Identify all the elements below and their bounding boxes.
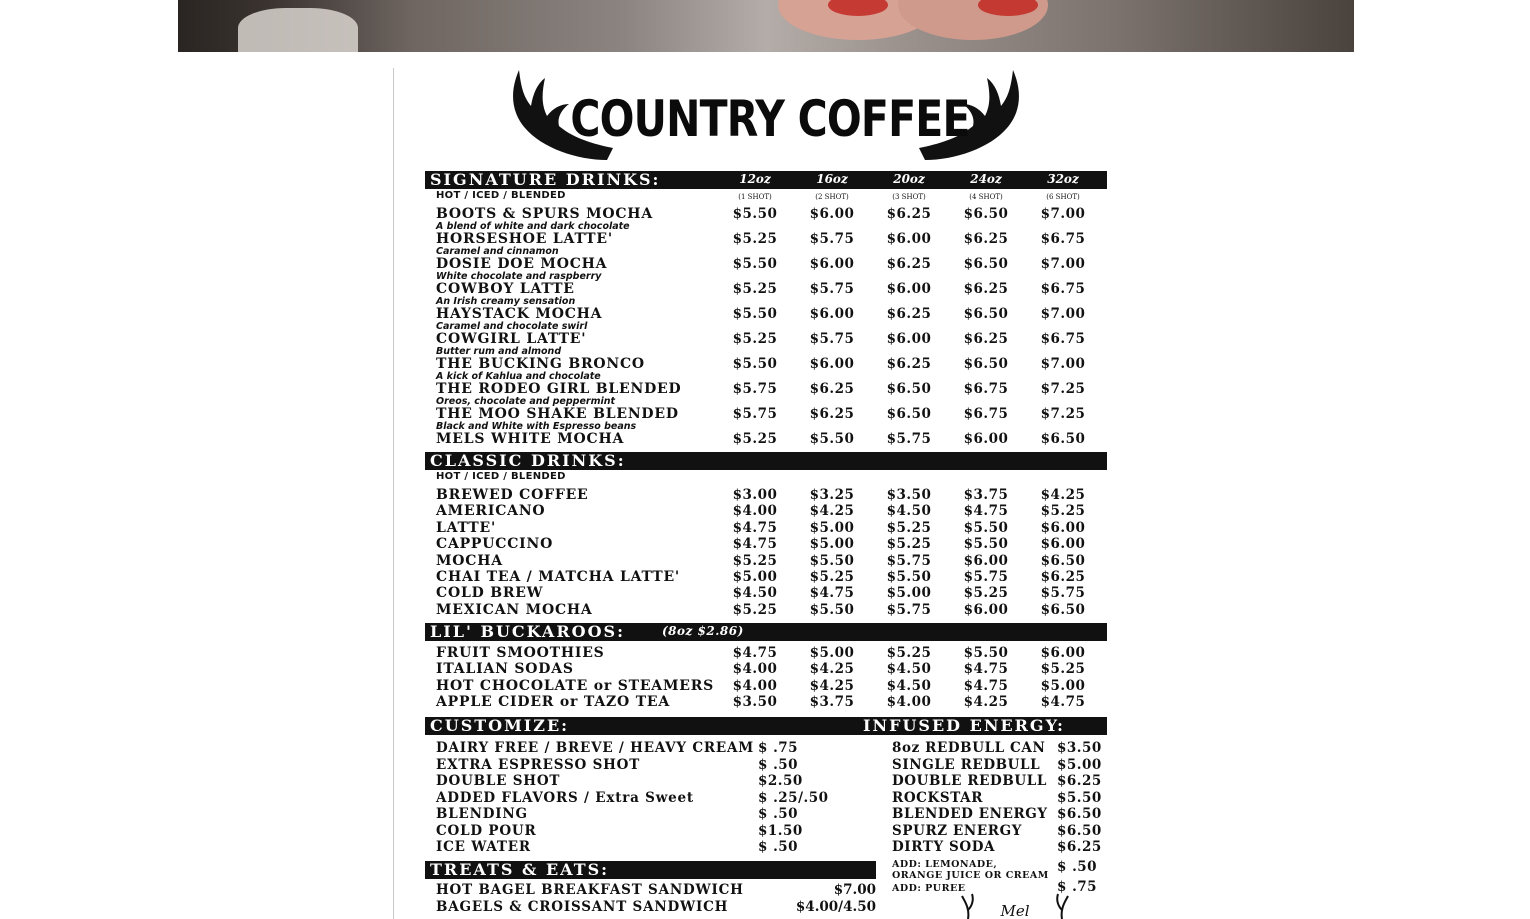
menu-item-price: $6.25 bbox=[886, 256, 932, 272]
shot-16: (2 SHOT) bbox=[815, 193, 849, 201]
treats-header bbox=[425, 861, 876, 879]
menu-item-price: $4.75 bbox=[963, 661, 1009, 678]
signature-label: SIGNATURE DRINKS: bbox=[430, 170, 661, 189]
menu-item-price: $5.25 bbox=[1040, 503, 1086, 520]
treat-item: BAGELS & CROISSANT SANDWICH bbox=[436, 899, 729, 915]
menu-item-price: $5.25 bbox=[809, 569, 855, 585]
menu-item-price: $4.25 bbox=[1040, 487, 1086, 503]
menu-item-price: $6.25 bbox=[886, 206, 932, 222]
menu-item-price: $5.25 bbox=[732, 552, 778, 569]
menu-item-price: $3.50 bbox=[886, 487, 932, 503]
menu-item-price: $4.50 bbox=[732, 585, 778, 602]
menu-item-price: $4.75 bbox=[732, 645, 778, 661]
customize-item-name: EXTRA ESPRESSO SHOT bbox=[436, 756, 641, 773]
buckaroos-header bbox=[425, 623, 1107, 641]
menu-item-price: $6.00 bbox=[809, 306, 855, 322]
menu-item-price: $5.50 bbox=[732, 256, 778, 272]
menu-item-name: THE MOO SHAKE BLENDED bbox=[436, 406, 679, 422]
treats-label: TREATS & EATS: bbox=[430, 860, 610, 879]
menu-item-price: $6.50 bbox=[963, 256, 1009, 272]
menu-item-desc: Black and White with Espresso beans bbox=[436, 421, 637, 432]
buckaroos-note: (8oz $2.86) bbox=[662, 624, 744, 638]
cups-image bbox=[238, 8, 358, 52]
size-16oz: 16oz bbox=[816, 172, 848, 186]
menu-item-name: MOCHA bbox=[436, 552, 503, 569]
size-24oz: 24oz bbox=[970, 172, 1002, 186]
customize-header bbox=[425, 717, 1107, 735]
menu-item-price: $6.00 bbox=[886, 281, 932, 297]
menu-item-price: $4.25 bbox=[963, 694, 1009, 711]
energy-item-name: DIRTY SODA bbox=[892, 839, 996, 855]
menu-item-price: $3.75 bbox=[809, 694, 855, 711]
menu-item-price: $6.50 bbox=[886, 406, 932, 422]
menu-item-price: $5.00 bbox=[809, 536, 855, 553]
menu-item-price: $5.25 bbox=[732, 331, 778, 347]
menu-item-name: FRUIT SMOOTHIES bbox=[436, 645, 605, 661]
customize-item-price: $1.50 bbox=[758, 822, 803, 839]
addon-puree-price: $ .75 bbox=[1057, 879, 1098, 895]
menu-item-name: BREWED COFFEE bbox=[436, 487, 589, 503]
menu-item-name: COWBOY LATTE bbox=[436, 281, 575, 297]
menu-item-price: $5.75 bbox=[886, 601, 932, 618]
energy-item-price: $6.25 bbox=[1057, 773, 1102, 789]
menu-item-price: $6.75 bbox=[963, 381, 1009, 397]
menu-item-price: $6.50 bbox=[963, 356, 1009, 372]
menu-item-name: DOSIE DOE MOCHA bbox=[436, 256, 608, 272]
menu-item-price: $6.00 bbox=[809, 256, 855, 272]
menu-item-price: $7.25 bbox=[1040, 406, 1086, 422]
energy-item-price: $6.25 bbox=[1057, 839, 1102, 855]
menu-item-price: $6.75 bbox=[963, 406, 1009, 422]
menu-item-price: $6.00 bbox=[886, 231, 932, 247]
menu-item-name: ITALIAN SODAS bbox=[436, 661, 574, 678]
classic-label: CLASSIC DRINKS: bbox=[430, 451, 626, 470]
menu-item-name: MELS WHITE MOCHA bbox=[436, 431, 625, 447]
menu-item-price: $4.50 bbox=[886, 503, 932, 520]
menu-item-price: $6.00 bbox=[1040, 536, 1086, 553]
customize-item-name: COLD POUR bbox=[436, 822, 537, 839]
menu-item-price: $6.00 bbox=[963, 601, 1009, 618]
customize-item-price: $ .50 bbox=[758, 806, 799, 822]
menu-item-price: $5.50 bbox=[963, 519, 1009, 536]
menu-item-name: AMERICANO bbox=[436, 503, 546, 520]
menu-item-price: $6.75 bbox=[1040, 331, 1086, 347]
shot-24: (4 SHOT) bbox=[969, 193, 1003, 201]
customize-item-price: $ .50 bbox=[758, 839, 799, 855]
customize-item-name: BLENDING bbox=[436, 806, 528, 822]
menu-item-price: $5.50 bbox=[732, 356, 778, 372]
energy-item-price: $6.50 bbox=[1057, 806, 1102, 822]
menu-item-price: $7.00 bbox=[1040, 356, 1086, 372]
menu-item-price: $5.00 bbox=[886, 585, 932, 602]
addon-puree: ADD: PUREE bbox=[892, 883, 966, 894]
signature-text: Mel bbox=[1000, 902, 1030, 919]
menu-item-price: $5.00 bbox=[1040, 677, 1086, 694]
menu-item-price: $6.75 bbox=[1040, 281, 1086, 297]
energy-item-name: BLENDED ENERGY bbox=[892, 806, 1048, 822]
menu-item-desc: A blend of white and dark chocolate bbox=[436, 221, 630, 232]
menu-item-price: $5.25 bbox=[886, 645, 932, 661]
treat-price: $4.00/4.50 bbox=[795, 899, 876, 915]
menu-item-price: $3.50 bbox=[732, 694, 778, 711]
menu-item-price: $6.25 bbox=[886, 356, 932, 372]
classic-sub: HOT / ICED / BLENDED bbox=[436, 471, 566, 482]
menu-item-price: $6.00 bbox=[1040, 645, 1086, 661]
menu-item-price: $5.25 bbox=[732, 601, 778, 618]
menu-item-price: $3.00 bbox=[732, 487, 778, 503]
customize-item-name: ADDED FLAVORS / Extra Sweet bbox=[436, 789, 694, 806]
menu-item-desc: Caramel and cinnamon bbox=[436, 246, 559, 257]
menu-item-price: $4.00 bbox=[732, 661, 778, 678]
addon-lemonade-line2: ORANGE JUICE OR CREAM bbox=[892, 870, 1049, 881]
menu-item-price: $4.75 bbox=[1040, 694, 1086, 711]
menu-item-price: $5.25 bbox=[886, 536, 932, 553]
energy-item-name: SPURZ ENERGY bbox=[892, 822, 1022, 839]
menu-item-price: $5.75 bbox=[886, 431, 932, 447]
menu-item-price: $4.25 bbox=[809, 661, 855, 678]
menu-item-name: CAPPUCCINO bbox=[436, 536, 554, 553]
menu-item-price: $5.50 bbox=[963, 536, 1009, 553]
classic-header bbox=[425, 452, 1107, 470]
menu-item-price: $6.25 bbox=[963, 231, 1009, 247]
menu-item-price: $5.00 bbox=[809, 519, 855, 536]
shot-20: (3 SHOT) bbox=[892, 193, 926, 201]
menu-item-price: $4.75 bbox=[963, 677, 1009, 694]
shot-32: (6 SHOT) bbox=[1046, 193, 1080, 201]
menu-item-price: $6.50 bbox=[1040, 431, 1086, 447]
menu-item-price: $5.25 bbox=[732, 231, 778, 247]
menu-item-price: $4.00 bbox=[732, 503, 778, 520]
menu-item-price: $5.75 bbox=[1040, 585, 1086, 602]
menu-item-price: $5.25 bbox=[1040, 661, 1086, 678]
menu-item-price: $5.75 bbox=[886, 552, 932, 569]
menu-item-price: $4.25 bbox=[809, 503, 855, 520]
energy-item-name: DOUBLE REDBULL bbox=[892, 773, 1047, 789]
menu-item-desc: Butter rum and almond bbox=[436, 346, 562, 357]
menu-item-price: $6.25 bbox=[963, 281, 1009, 297]
menu-item-price: $5.75 bbox=[963, 569, 1009, 585]
menu-item-price: $7.00 bbox=[1040, 306, 1086, 322]
menu-item-name: THE BUCKING BRONCO bbox=[436, 356, 645, 372]
menu-item-price: $6.00 bbox=[963, 431, 1009, 447]
menu-item-price: $5.75 bbox=[809, 281, 855, 297]
menu-title: COUNTRY COFFEE bbox=[570, 90, 970, 148]
menu-item-price: $5.75 bbox=[809, 231, 855, 247]
menu-item-name: THE RODEO GIRL BLENDED bbox=[436, 381, 682, 397]
menu-item-price: $6.25 bbox=[809, 406, 855, 422]
menu-item-desc: An Irish creamy sensation bbox=[436, 296, 576, 307]
menu-item-name: COWGIRL LATTE' bbox=[436, 331, 587, 347]
menu-item-price: $6.00 bbox=[809, 356, 855, 372]
menu-item-desc: Caramel and chocolate swirl bbox=[436, 321, 588, 332]
customize-label: CUSTOMIZE: bbox=[430, 716, 570, 735]
menu-item-price: $6.00 bbox=[886, 331, 932, 347]
menu-item-price: $6.50 bbox=[886, 381, 932, 397]
menu-item-price: $4.75 bbox=[732, 536, 778, 553]
menu-item-price: $4.25 bbox=[809, 677, 855, 694]
menu-item-price: $5.50 bbox=[732, 306, 778, 322]
energy-item-price: $5.50 bbox=[1057, 789, 1102, 806]
menu-item-desc: A kick of Kahlua and chocolate bbox=[436, 371, 601, 382]
hero-photo bbox=[178, 0, 1354, 52]
menu-item-price: $5.00 bbox=[809, 645, 855, 661]
menu-item-price: $6.00 bbox=[963, 552, 1009, 569]
menu-item-price: $5.25 bbox=[963, 585, 1009, 602]
menu-item-price: $5.50 bbox=[732, 206, 778, 222]
energy-item-name: 8oz REDBULL CAN bbox=[892, 740, 1046, 756]
addon-lemonade-line1: ADD: LEMONADE, bbox=[892, 859, 998, 870]
menu-item-price: $5.50 bbox=[809, 601, 855, 618]
menu-item-price: $5.50 bbox=[886, 569, 932, 585]
treat-price: $7.00 bbox=[833, 882, 876, 898]
menu-item-name: HOT CHOCOLATE or STEAMERS bbox=[436, 677, 715, 694]
menu-item-price: $3.75 bbox=[963, 487, 1009, 503]
menu-frame-border bbox=[393, 68, 394, 919]
menu-item-name: HAYSTACK MOCHA bbox=[436, 306, 603, 322]
customize-item-price: $ .25/.50 bbox=[758, 789, 829, 806]
menu-item-desc: Oreos, chocolate and peppermint bbox=[436, 396, 616, 407]
menu-item-price: $6.50 bbox=[963, 306, 1009, 322]
energy-item-price: $3.50 bbox=[1057, 740, 1102, 756]
customize-item-price: $ .50 bbox=[758, 756, 799, 773]
menu-item-name: MEXICAN MOCHA bbox=[436, 601, 593, 618]
energy-label: INFUSED ENERGY: bbox=[863, 716, 1065, 735]
menu-item-price: $5.25 bbox=[886, 519, 932, 536]
menu-item-price: $6.00 bbox=[809, 206, 855, 222]
energy-item-name: ROCKSTAR bbox=[892, 789, 984, 806]
menu-item-price: $6.25 bbox=[809, 381, 855, 397]
menu-item-price: $4.50 bbox=[886, 677, 932, 694]
menu-item-price: $3.25 bbox=[809, 487, 855, 503]
customize-item-name: DOUBLE SHOT bbox=[436, 773, 561, 789]
size-12oz: 12oz bbox=[739, 172, 771, 186]
menu-item-name: LATTE' bbox=[436, 519, 497, 536]
menu-item-price: $5.50 bbox=[809, 431, 855, 447]
menu-item-price: $6.50 bbox=[1040, 552, 1086, 569]
menu-item-name: COLD BREW bbox=[436, 585, 544, 602]
signature-mark bbox=[960, 886, 1070, 919]
menu-item-price: $4.50 bbox=[886, 661, 932, 678]
customize-item-name: DAIRY FREE / BREVE / HEAVY CREAM bbox=[436, 740, 754, 756]
menu-item-name: BOOTS & SPURS MOCHA bbox=[436, 206, 653, 222]
menu-item-price: $7.00 bbox=[1040, 256, 1086, 272]
menu-item-price: $5.75 bbox=[809, 331, 855, 347]
menu-item-price: $5.75 bbox=[732, 381, 778, 397]
treat-item: HOT BAGEL BREAKFAST SANDWICH bbox=[436, 882, 744, 898]
menu-item-name: APPLE CIDER or TAZO TEA bbox=[436, 694, 671, 711]
buckaroos-label: LIL' BUCKAROOS: bbox=[430, 622, 625, 641]
shot-12: (1 SHOT) bbox=[738, 193, 772, 201]
signature-header bbox=[425, 171, 1107, 189]
addon-lemonade-price: $ .50 bbox=[1057, 859, 1098, 875]
menu-item-price: $5.50 bbox=[963, 645, 1009, 661]
menu-item-desc: White chocolate and raspberry bbox=[436, 271, 602, 282]
menu-item-price: $6.75 bbox=[1040, 231, 1086, 247]
customize-item-name: ICE WATER bbox=[436, 839, 531, 855]
energy-item-price: $5.00 bbox=[1057, 756, 1102, 773]
menu-item-price: $5.75 bbox=[732, 406, 778, 422]
menu-item-price: $7.00 bbox=[1040, 206, 1086, 222]
menu-item-name: HORSESHOE LATTE' bbox=[436, 231, 613, 247]
menu-item-price: $6.00 bbox=[1040, 519, 1086, 536]
menu-item-price: $4.75 bbox=[963, 503, 1009, 520]
menu-item-name: CHAI TEA / MATCHA LATTE' bbox=[436, 569, 681, 585]
menu-item-price: $5.25 bbox=[732, 431, 778, 447]
menu-item-price: $6.50 bbox=[1040, 601, 1086, 618]
menu-item-price: $4.00 bbox=[732, 677, 778, 694]
customize-item-price: $ .75 bbox=[758, 740, 799, 756]
signature-sub: HOT / ICED / BLENDED bbox=[436, 190, 566, 201]
menu-item-price: $4.00 bbox=[886, 694, 932, 711]
customize-item-price: $2.50 bbox=[758, 773, 803, 789]
menu-item-price: $5.00 bbox=[732, 569, 778, 585]
menu-item-price: $6.25 bbox=[886, 306, 932, 322]
menu-item-price: $7.25 bbox=[1040, 381, 1086, 397]
size-20oz: 20oz bbox=[893, 172, 925, 186]
energy-item-name: SINGLE REDBULL bbox=[892, 756, 1041, 773]
size-32oz: 32oz bbox=[1047, 172, 1079, 186]
menu-item-price: $5.50 bbox=[809, 552, 855, 569]
energy-item-price: $6.50 bbox=[1057, 822, 1102, 839]
menu-item-price: $4.75 bbox=[809, 585, 855, 602]
menu-item-price: $5.25 bbox=[732, 281, 778, 297]
menu-item-price: $6.25 bbox=[1040, 569, 1086, 585]
menu-item-price: $6.25 bbox=[963, 331, 1009, 347]
menu-item-price: $4.75 bbox=[732, 519, 778, 536]
menu-item-price: $6.50 bbox=[963, 206, 1009, 222]
